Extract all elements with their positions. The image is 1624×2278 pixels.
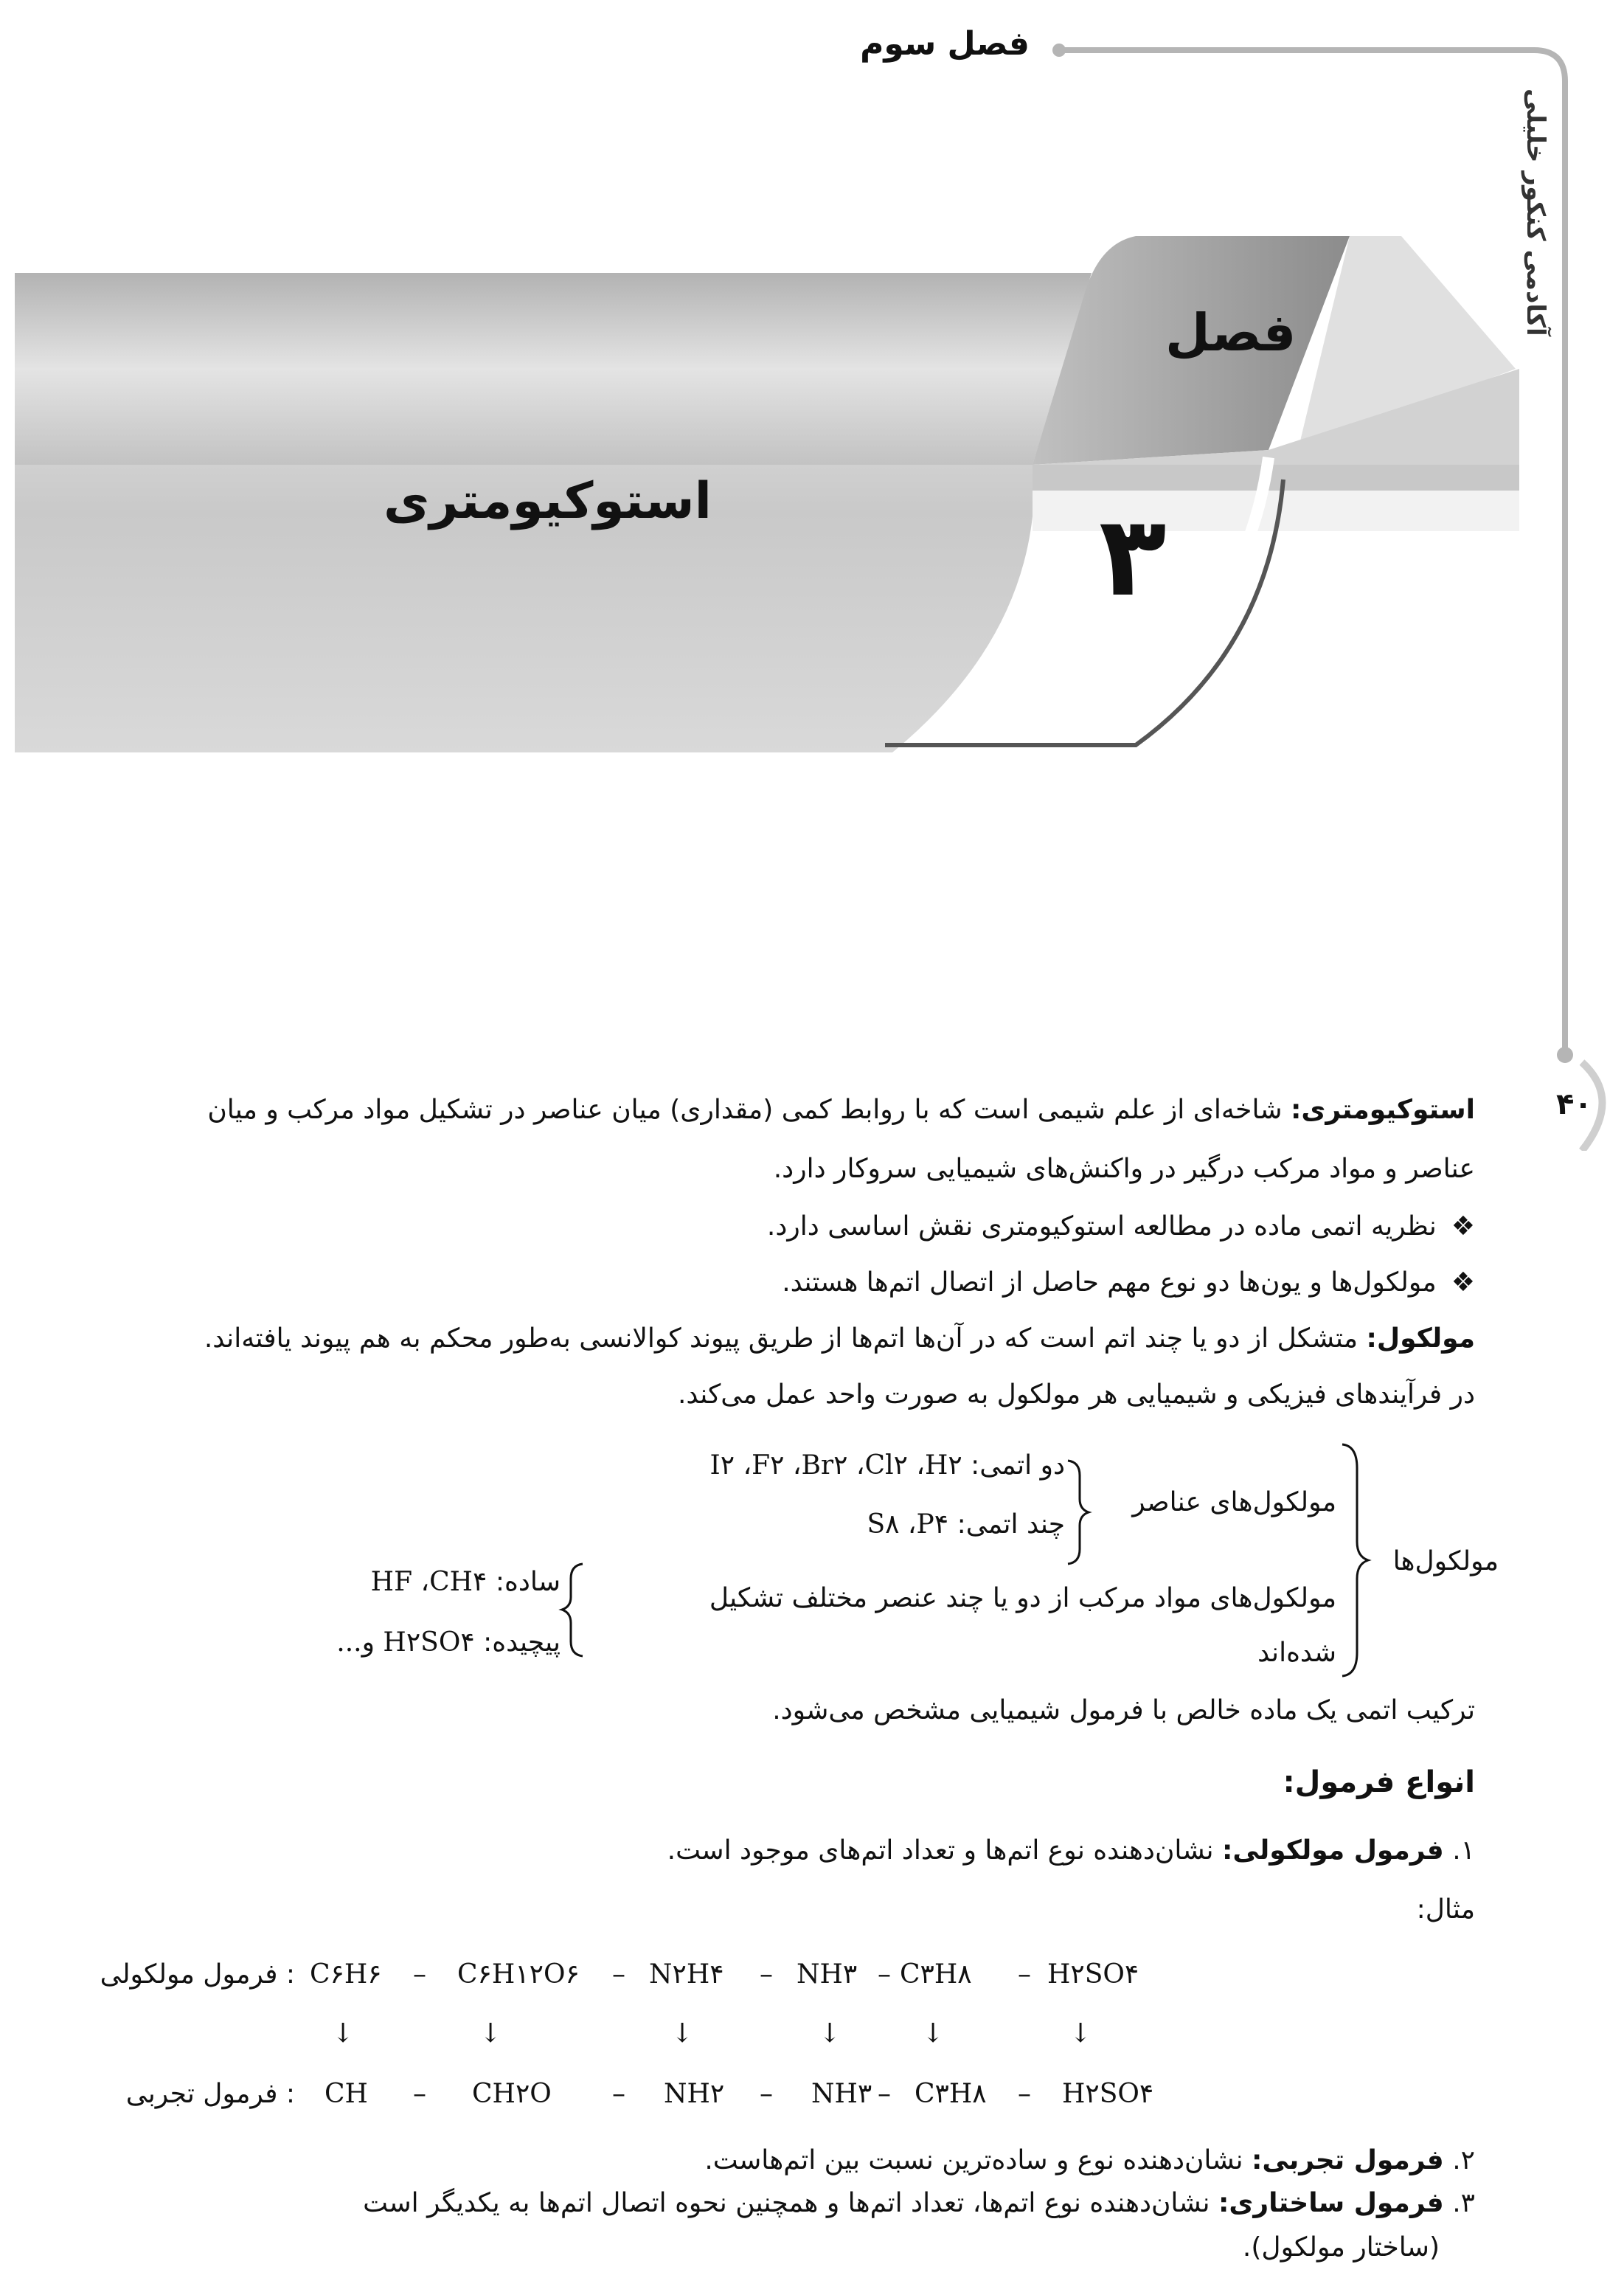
diagram-branch2-line1: مولکول‌های مواد مرکب از دو یا چند عنصر مختلف تشکیل bbox=[709, 1583, 1336, 1613]
formula-dash: – bbox=[413, 2079, 426, 2109]
item-3 bbox=[363, 2184, 1475, 2223]
banner-title: استوکیومتری bbox=[384, 472, 712, 530]
diamond-bullet-icon: ❖ bbox=[1451, 1211, 1475, 1242]
chapter-header-label: فصل سوم bbox=[860, 25, 1030, 63]
intro-term: استوکیومتری: bbox=[1291, 1095, 1475, 1125]
item-2-text: نشان‌دهنده نوع و ساده‌ترین نسبت بین اتم‌هاست. bbox=[704, 2145, 1252, 2175]
complex-list: H۲SO۴ و... bbox=[336, 1627, 475, 1658]
bullet-2 bbox=[782, 1263, 1475, 1303]
diagram-root: مولکول‌ها bbox=[1392, 1546, 1499, 1576]
formula-dash: – bbox=[413, 1959, 426, 1990]
simple-label: ساده: bbox=[495, 1567, 561, 1597]
diagram-complex bbox=[336, 1623, 561, 1663]
formula-dash: – bbox=[878, 1959, 891, 1990]
page-number: ۴۰ bbox=[1556, 1087, 1592, 1121]
molecular-formula: C۶H۶ bbox=[310, 1959, 382, 1990]
item-3-term: فرمول ساختاری: bbox=[1218, 2188, 1444, 2218]
example-label: مثال: bbox=[1416, 1894, 1475, 1925]
down-arrow-icon: ↓ bbox=[922, 2018, 945, 2049]
empirical-formula: CH۲O bbox=[472, 2079, 552, 2109]
side-brand: آکادمی کنکور خلیلی bbox=[1521, 89, 1550, 336]
empirical-row-label: : فرمول تجربی bbox=[125, 2079, 295, 2109]
molecular-formula: N۲H۴ bbox=[649, 1959, 724, 1990]
diagram-simple bbox=[371, 1562, 561, 1602]
item-2-num: ۲. bbox=[1443, 2145, 1475, 2175]
formula-dash: – bbox=[612, 1959, 625, 1990]
molecular-formula: C۶H۱۲O۶ bbox=[457, 1959, 580, 1990]
item-3-num: ۳. bbox=[1443, 2188, 1475, 2218]
polyatomic-list: S۸ ،P۴ bbox=[867, 1509, 949, 1540]
molecular-formula: C۳H۸ bbox=[900, 1959, 972, 1990]
item-3-line2: (ساختار مولکول). bbox=[1242, 2232, 1440, 2263]
diatomic-label: دو اتمی: bbox=[971, 1450, 1065, 1481]
empirical-formula: C۳H۸ bbox=[915, 2079, 987, 2109]
item-1-text: نشان‌دهنده نوع اتم‌ها و تعداد اتم‌های موجود است. bbox=[667, 1835, 1222, 1866]
formula-dash: – bbox=[760, 2079, 773, 2109]
molecule-term: مولکول: bbox=[1366, 1323, 1475, 1354]
molecular-row-label: : فرمول مولکولی bbox=[100, 1959, 295, 1990]
simple-list: HF ،CH۴ bbox=[370, 1567, 487, 1597]
intro-text1: شاخه‌ای از علم شیمی است که با روابط کمی (مقداری) میان عناصر در تشکیل مواد مرکب و میان bbox=[207, 1095, 1291, 1125]
molecular-formula: NH۳ bbox=[797, 1959, 858, 1990]
molecule-definition bbox=[204, 1319, 1475, 1359]
molecule-text: متشکل از دو یا چند اتم است که در آن‌ها اتم‌ها از طریق پیوند کوالانسی به‌طور محکم به هم پیوند یافته‌اند. bbox=[204, 1323, 1367, 1354]
down-arrow-icon: ↓ bbox=[332, 2018, 355, 2049]
molecular-formula: H۲SO۴ bbox=[1047, 1959, 1139, 1990]
formula-types-heading: انواع فرمول: bbox=[1283, 1765, 1475, 1799]
diatomic-list: I۲ ،F۲ ،Br۲ ،Cl۲ ،H۲ bbox=[709, 1450, 962, 1481]
formula-dash: – bbox=[1018, 2079, 1031, 2109]
empirical-formula: H۲SO۴ bbox=[1062, 2079, 1154, 2109]
complex-label: پیچیده: bbox=[483, 1627, 561, 1658]
item-1-num: ۱. bbox=[1443, 1835, 1475, 1866]
item-2-term: فرمول تجربی: bbox=[1251, 2145, 1444, 2175]
banner-fasl: فصل bbox=[1165, 302, 1297, 363]
intro-line2: عناصر و مواد مرکب درگیر در واکنش‌های شیمیایی سروکار دارد. bbox=[773, 1154, 1475, 1184]
item-3-text: نشان‌دهنده نوع اتم‌ها، تعداد اتم‌ها و همچنین نحوه اتصال اتم‌ها به یکدیگر است bbox=[363, 2188, 1218, 2218]
molecule-line2: در فرآیندهای فیزیکی و شیمیایی هر مولکول به صورت واحد عمل می‌کند. bbox=[677, 1379, 1475, 1410]
intro-paragraph bbox=[7, 1090, 1475, 1130]
bullet-2-text: مولکول‌ها و یون‌ها دو نوع مهم حاصل از اتصال اتم‌ها هستند. bbox=[782, 1267, 1437, 1298]
formula-dash: – bbox=[612, 2079, 625, 2109]
diamond-bullet-icon: ❖ bbox=[1451, 1267, 1475, 1298]
empirical-formula: CH bbox=[325, 2079, 368, 2109]
down-arrow-icon: ↓ bbox=[479, 2018, 502, 2049]
formula-dash: – bbox=[760, 1959, 773, 1990]
diagram-branch2-line2: شده‌اند bbox=[1257, 1638, 1336, 1668]
banner-number: ۳ bbox=[1099, 493, 1167, 621]
empirical-formula: NH۳ bbox=[811, 2079, 872, 2109]
empirical-formula: NH۲ bbox=[664, 2079, 725, 2109]
down-arrow-icon: ↓ bbox=[819, 2018, 842, 2049]
composition-line: ترکیب اتمی یک ماده خالص با فرمول شیمیایی مشخص می‌شود. bbox=[772, 1695, 1475, 1725]
formula-dash: – bbox=[878, 2079, 891, 2109]
formula-dash: – bbox=[1018, 1959, 1031, 1990]
bullet-1-text: نظریه اتمی ماده در مطالعه استوکیومتری نقش اساسی دارد. bbox=[766, 1211, 1437, 1242]
item-1 bbox=[667, 1831, 1475, 1871]
bullet-1 bbox=[767, 1207, 1475, 1247]
diagram-polyatomic bbox=[867, 1505, 1065, 1545]
diagram-diatomic bbox=[709, 1446, 1065, 1486]
item-1-term: فرمول مولکولی: bbox=[1221, 1835, 1444, 1866]
down-arrow-icon: ↓ bbox=[671, 2018, 694, 2049]
down-arrow-icon: ↓ bbox=[1069, 2018, 1092, 2049]
item-2 bbox=[704, 2141, 1475, 2181]
diagram-branch1: مولکول‌های عناصر bbox=[1132, 1487, 1336, 1517]
polyatomic-label: چند اتمی: bbox=[957, 1509, 1065, 1540]
